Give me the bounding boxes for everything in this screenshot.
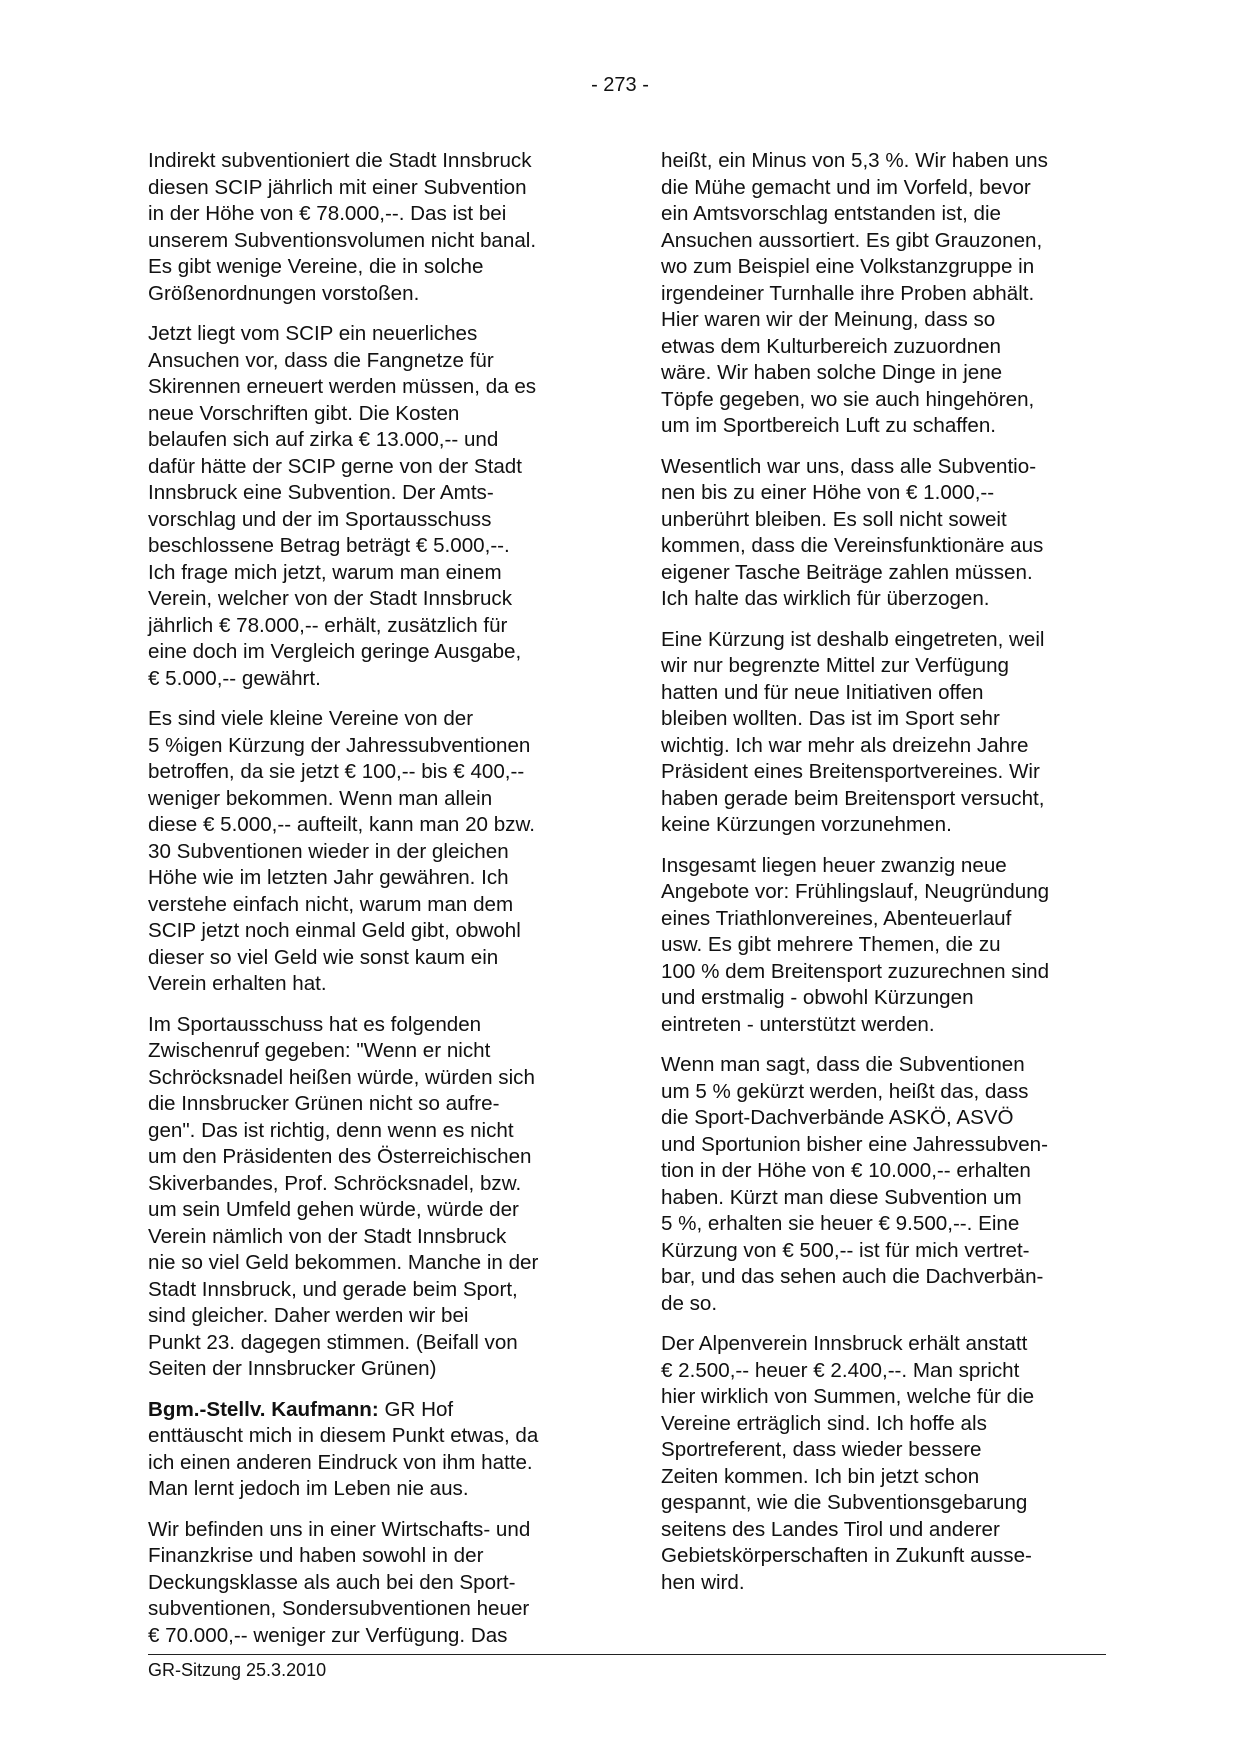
paragraph: Eine Kürzung ist deshalb eingetreten, weil wir nur begrenzte Mittel zur Verfügung hatten und für neue Initiativen offen bleiben wollten. Das ist im Sport sehr wichtig. Ich war mehr als dreizehn Jahre Präsident eines Breitensportvereines. Wir haben gerade beim Breitensport versucht, keine Kürzungen vorzunehmen. [661,627,1045,836]
left-column [148,148,598,1663]
paragraph: Wenn man sagt, dass die Subventionen um 5 % gekürzt werden, heißt das, dass die Sport-Dachverbände ASKÖ, ASVÖ und Sportunion bisher eine Jahressubven- tion in der Höhe von € 10.000,-- erhalten haben. Kürzt man diese Subvention um 5 %, erhalten sie heuer € 9.500,--. Eine Kürzung von € 500,-- ist für mich vertret- bar, und das sehen auch die Dachverbän- de so. [661,1053,1048,1315]
paragraph [148,1397,598,1503]
paragraph: Indirekt subventioniert die Stadt Innsbruck diesen SCIP jährlich mit einer Subvention in der Höhe von € 78.000,--. Das ist bei unserem Subventionsvolumen nicht banal. Es gibt wenige Vereine, die in solche Größenordnungen vorstoßen. [148,149,537,305]
speaker-text: GR Hof enttäuscht mich in diesem Punkt etwas, da ich einen anderen Eindruck von ihm hatte. Man lernt jedoch im Leben nie aus. [148,1397,539,1500]
footer-divider [148,1654,1106,1655]
paragraph: Wesentlich war uns, dass alle Subventio- nen bis zu einer Höhe von € 1.000,-- unberührt bleiben. Es soll nicht soweit kommen, dass die Vereinsfunktionäre aus eigener Tasche Beiträge zahlen müssen. Ich halte das wirklich für überzogen. [661,454,1044,610]
paragraph: Wir befinden uns in einer Wirtschafts- und Finanzkrise und haben sowohl in der Deckungsklasse als auch bei den Sport- subventionen, Sondersubventionen heuer € 70.000,-- weniger zur Verfügung. Das [148,1517,531,1647]
footer-text: GR-Sitzung 25.3.2010 [148,1660,327,1680]
paragraph: Der Alpenverein Innsbruck erhält anstatt € 2.500,-- heuer € 2.400,--. Man spricht hier wirklich von Summen, welche für die Vereine erträglich sind. Ich hoffe als Sportreferent, dass wieder bessere Zeiten kommen. Ich bin jetzt schon gespannt, wie die Subventionsgebarung seitens des Landes Tirol und anderer Gebietskörperschaften in Zukunft ausse- hen wird. [661,1332,1035,1594]
paragraph: heißt, ein Minus von 5,3 %. Wir haben uns die Mühe gemacht und im Vorfeld, bevor ein Amtsvorschlag entstanden ist, die Ansuchen aussortiert. Es gibt Grauzonen, wo zum Beispiel eine Volkstanzgruppe in irgendeiner Turnhalle ihre Proben abhält. Hier waren wir der Meinung, dass so etwas dem Kulturbereich zuzuordnen wäre. Wir haben solche Dinge in jene Töpfe gegeben, wo sie auch hingehören, um im Sportbereich Luft zu schaffen. [661,149,1048,437]
paragraph: Insgesamt liegen heuer zwanzig neue Angebote vor: Frühlingslauf, Neugründung eines Triathlonvereines, Abenteuerlauf usw. Es gibt mehrere Themen, die zu 100 % dem Breitensport zuzurechnen sind und erstmalig - obwohl Kürzungen eintreten - unterstützt werden. [661,853,1050,1036]
paragraph: Jetzt liegt vom SCIP ein neuerliches Ansuchen vor, dass die Fangnetze für Skirennen erneuert werden müssen, da es neue Vorschriften gibt. Die Kosten belaufen sich auf zirka € 13.000,-- und dafür hätte der SCIP gerne von der Stadt Innsbruck eine Subvention. Der Amts- vorschlag und der im Sportausschuss beschlossene Betrag beträgt € 5.000,--. Ich frage mich jetzt, warum man einem Verein, welcher von der Stadt Innsbruck jährlich € 78.000,-- erhält, zusätzlich für eine doch im Vergleich geringe Ausgabe, € 5.000,-- gewährt. [148,322,537,690]
speaker-name: Bgm.-Stellv. Kaufmann: [148,1397,379,1421]
paragraph: Im Sportausschuss hat es folgenden Zwischenruf gegeben: "Wenn er nicht Schröcksnadel heißen würde, würden sich die Innsbrucker Grünen nicht so aufre- gen". Das ist richtig, denn wenn es nicht um den Präsidenten des Österreichischen Skiverbandes, Prof. Schröcksnadel, bzw. um sein Umfeld gehen würde, würde der Verein nämlich von der Stadt Innsbruck nie so viel Geld bekommen. Manche in der Stadt Innsbruck, und gerade beim Sport, sind gleicher. Daher werden wir bei Punkt 23. dagegen stimmen. (Beifall von Seiten der Innsbrucker Grünen) [148,1012,539,1380]
right-column [661,148,1111,1610]
page-number: - 273 - [591,74,649,96]
paragraph: Es sind viele kleine Vereine von der 5 %igen Kürzung der Jahressubventionen betroffen, da sie jetzt € 100,-- bis € 400,-- weniger bekommen. Wenn man allein diese € 5.000,-- aufteilt, kann man 20 bzw. 30 Subventionen wieder in der gleichen Höhe wie im letzten Jahr gewähren. Ich verstehe einfach nicht, warum man dem SCIP jetzt noch einmal Geld gibt, obwohl dieser so viel Geld wie sonst kaum ein Verein erhalten hat. [148,707,535,995]
